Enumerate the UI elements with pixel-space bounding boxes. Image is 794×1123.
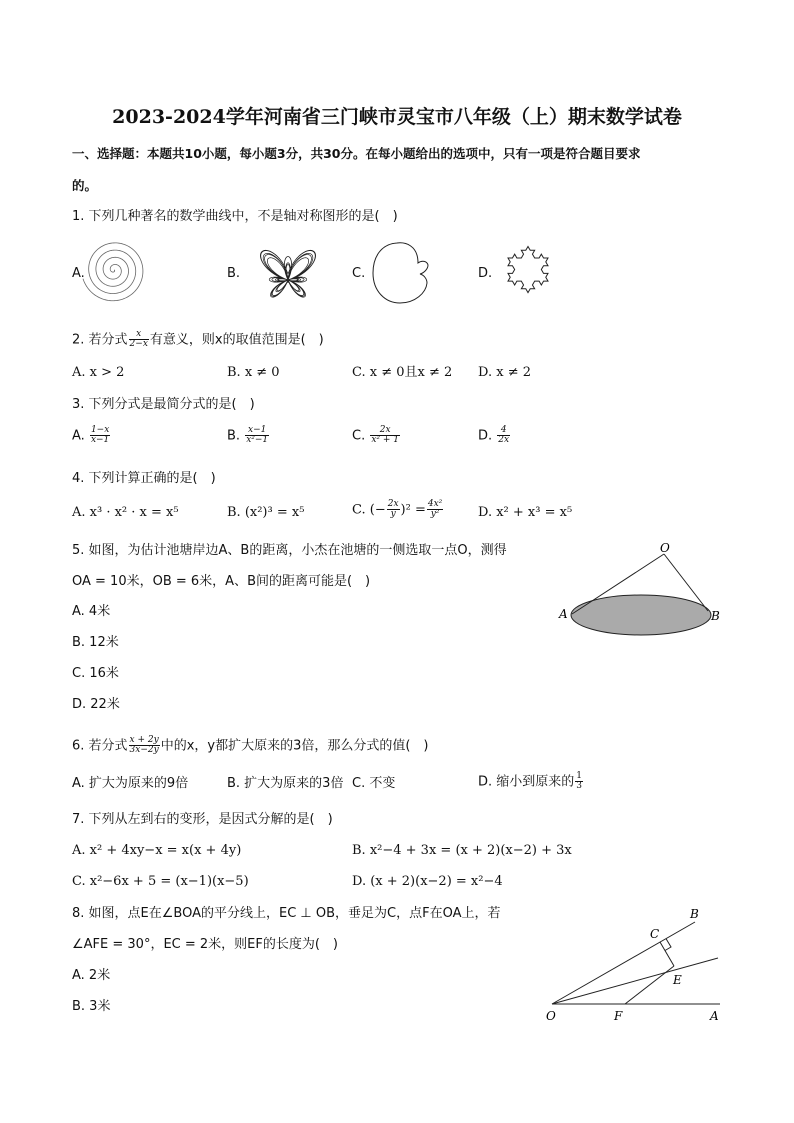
q8-stem-line1: 8. 如图，点E在∠BOA的平分线上，EC ⊥ OB，垂足为C，点F在OA上，若 bbox=[72, 906, 501, 921]
q6-frac-den: 3x−2y bbox=[129, 745, 159, 756]
q5-option-b: B. 12米 bbox=[72, 635, 119, 650]
q7-option-b: B. x²−4 + 3x = (x + 2)(x−2) + 3x bbox=[352, 843, 572, 858]
q4-c-label: C. (− bbox=[352, 502, 386, 518]
q6-stem-post: 中的x，y都扩大原来的3倍，那么分式的值( ) bbox=[160, 738, 429, 754]
q4-c-mid: )² = bbox=[400, 502, 426, 518]
segment-ef bbox=[625, 966, 674, 1004]
q8-option-b: B. 3米 bbox=[72, 999, 111, 1014]
q3-option-b bbox=[227, 426, 270, 446]
q6-option-a: A. 扩大为原来的9倍 bbox=[72, 776, 189, 791]
q3-a-den: x−1 bbox=[90, 435, 110, 446]
q1-option-a-label: A. bbox=[72, 266, 85, 281]
q6-option-c: C. 不变 bbox=[352, 776, 396, 791]
q2-frac-num: x bbox=[129, 330, 149, 340]
q3-c-label: C. bbox=[352, 428, 366, 444]
right-angle-mark bbox=[665, 939, 671, 951]
point-f-label: F bbox=[614, 1009, 623, 1023]
q3-d-num: 4 bbox=[497, 426, 510, 436]
q4-c-fraction-2 bbox=[427, 500, 443, 520]
q3-stem: 3. 下列分式是最简分式的是( ) bbox=[72, 397, 255, 412]
angle-bisector-figure bbox=[540, 900, 730, 1025]
q1-option-b-label: B. bbox=[227, 266, 241, 281]
point-a-label: A bbox=[559, 607, 568, 621]
q1-stem: 1. 下列几种著名的数学曲线中，不是轴对称图形的是( ) bbox=[72, 209, 398, 224]
section-header: 一、选择题：本题共10小题，每小题3分，共30分。在每小题给出的选项中，只有一项是符合题目要求 bbox=[72, 146, 641, 161]
ray-ob bbox=[552, 922, 695, 1004]
q4-c-num: 2x bbox=[387, 499, 399, 509]
q5-option-c: C. 16米 bbox=[72, 666, 119, 681]
q3-a-num: 1−x bbox=[90, 425, 110, 435]
q4-option-d: D. x² + x³ = x⁵ bbox=[478, 505, 573, 520]
segment-ec bbox=[660, 942, 674, 966]
q3-option-d bbox=[478, 426, 511, 446]
point-b-label: B bbox=[690, 907, 699, 921]
point-c-label: C bbox=[650, 927, 660, 941]
point-b-label: B bbox=[711, 609, 720, 623]
q2-stem-pre: 2. 若分式 bbox=[72, 332, 128, 348]
q3-b-fraction bbox=[245, 426, 269, 446]
q6-option-b: B. 扩大为原来的3倍 bbox=[227, 776, 344, 791]
pond-figure bbox=[556, 540, 726, 640]
q4-c-den: y bbox=[390, 509, 396, 520]
q8-stem-line2: ∠AFE = 30°，EC = 2米，则EF的长度为( ) bbox=[72, 937, 338, 952]
q4-c-fraction-1 bbox=[387, 500, 400, 520]
point-a-label: A bbox=[710, 1009, 719, 1023]
q3-c-fraction bbox=[370, 426, 400, 446]
koch-snowflake-figure bbox=[496, 238, 560, 304]
q6-fraction bbox=[129, 736, 160, 756]
q3-option-c bbox=[352, 426, 401, 446]
q8-option-a: A. 2米 bbox=[72, 968, 111, 983]
bisector-oe bbox=[552, 958, 718, 1004]
q2-fraction bbox=[129, 330, 149, 350]
q6-frac-num: x + 2y bbox=[129, 735, 159, 745]
point-e-label: E bbox=[673, 973, 682, 987]
q5-stem-line1: 5. 如图，为估计池塘岸边A、B的距离，小杰在池塘的一侧选取一点O，测得 bbox=[72, 543, 507, 558]
page-title: 2023-2024学年河南省三门峡市灵宝市八年级（上）期末数学试卷 bbox=[112, 106, 682, 128]
q5-option-d: D. 22米 bbox=[72, 697, 120, 712]
butterfly-curve-figure bbox=[244, 240, 332, 310]
q6-stem bbox=[72, 736, 429, 756]
q6-stem-pre: 6. 若分式 bbox=[72, 738, 128, 754]
q4-stem: 4. 下列计算正确的是( ) bbox=[72, 471, 216, 486]
q7-stem: 7. 下列从左到右的变形，是因式分解的是( ) bbox=[72, 812, 333, 827]
q3-d-label: D. bbox=[478, 428, 493, 444]
q7-option-d: D. (x + 2)(x−2) = x²−4 bbox=[352, 874, 503, 889]
point-o-label: O bbox=[546, 1009, 556, 1023]
cardioid-curve-figure bbox=[371, 241, 433, 305]
section-header-cont: 的。 bbox=[72, 178, 98, 193]
q3-d-den: 2x bbox=[498, 435, 510, 446]
q3-d-fraction bbox=[497, 426, 510, 446]
q2-frac-den: 2−x bbox=[129, 339, 148, 350]
q1-option-d-label: D. bbox=[478, 266, 493, 281]
q3-b-den: x²−1 bbox=[246, 435, 269, 446]
q7-option-a: A. x² + 4xy−x = x(x + 4y) bbox=[72, 843, 242, 858]
q5-option-a: A. 4米 bbox=[72, 604, 111, 619]
q4-option-b: B. (x²)³ = x⁵ bbox=[227, 505, 305, 520]
q6-d-fraction bbox=[575, 772, 583, 792]
q3-a-label: A. bbox=[72, 428, 85, 444]
q2-option-a: A. x > 2 bbox=[72, 365, 125, 380]
q4-option-a: A. x³ · x² · x = x⁵ bbox=[72, 505, 179, 520]
q4-c-den2: y² bbox=[430, 509, 440, 520]
q3-b-label: B. bbox=[227, 428, 241, 444]
q6-option-d bbox=[478, 772, 584, 792]
q6-d-den: 3 bbox=[576, 781, 583, 792]
q6-d-num: 1 bbox=[576, 771, 583, 781]
q2-option-c: C. x ≠ 0且x ≠ 2 bbox=[352, 365, 453, 380]
q2-stem bbox=[72, 330, 324, 350]
q2-option-d: D. x ≠ 2 bbox=[478, 365, 531, 380]
q4-c-num2: 4x² bbox=[427, 499, 443, 509]
q3-c-den: x² + 1 bbox=[371, 435, 400, 446]
q3-c-num: 2x bbox=[370, 426, 400, 436]
spiral-curve-figure bbox=[86, 240, 156, 302]
q3-option-a bbox=[72, 426, 111, 446]
q1-option-c-label: C. bbox=[352, 266, 366, 281]
q3-b-num: x−1 bbox=[245, 426, 269, 436]
q7-option-c: C. x²−6x + 5 = (x−1)(x−5) bbox=[72, 874, 249, 889]
q2-stem-post: 有意义，则x的取值范围是( ) bbox=[149, 332, 324, 348]
q4-option-c bbox=[352, 500, 444, 520]
point-o-label: O bbox=[660, 541, 670, 555]
q2-option-b: B. x ≠ 0 bbox=[227, 365, 280, 380]
q6-d-pre: D. 缩小到原来的 bbox=[478, 774, 575, 790]
q3-a-fraction bbox=[90, 426, 110, 446]
q5-stem-line2: OA = 10米，OB = 6米，A、B间的距离可能是( ) bbox=[72, 574, 371, 589]
